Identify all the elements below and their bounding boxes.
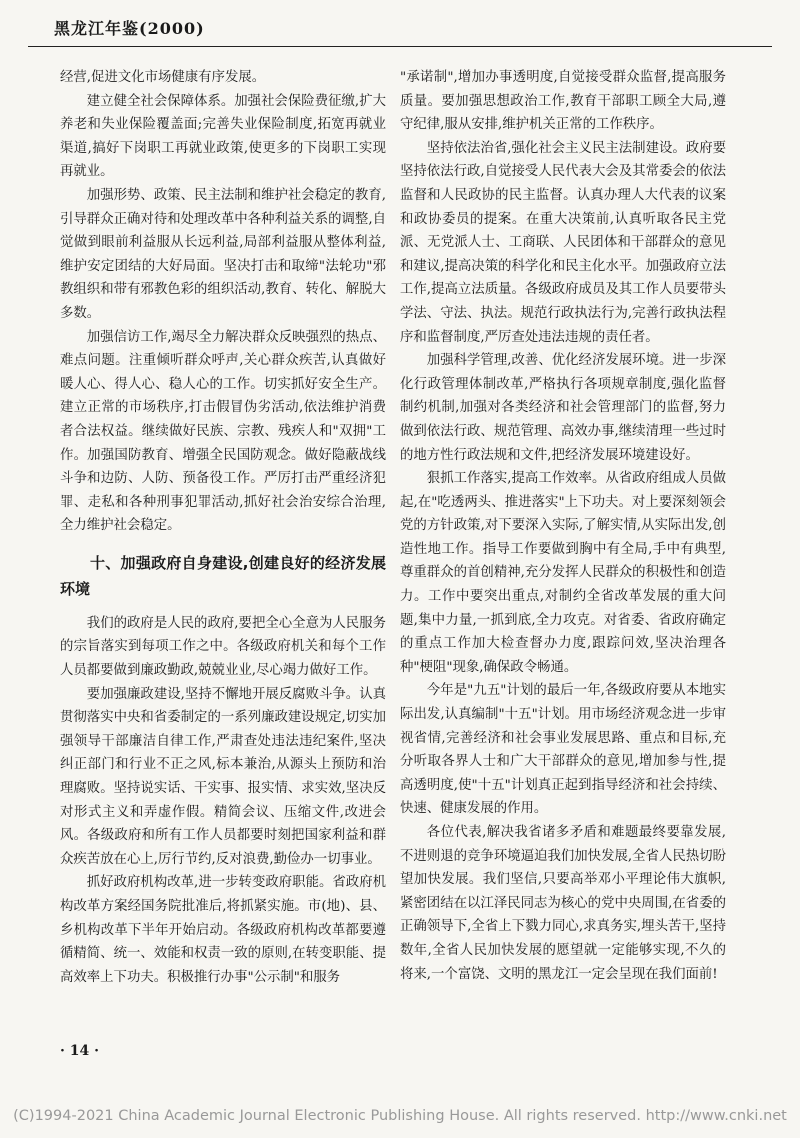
copyright-footer: (C)1994-2021 China Academic Journal Electronic Publishing House. All rights reserved. http://www.cnki.net bbox=[13, 1108, 787, 1124]
paragraph: 今年是"九五"计划的最后一年,各级政府要从本地实际出发,认真编制"十五"计划。用市场经济观念进一步审视省情,完善经济和社会事业发展思路、重点和目标,充分听取各界人士和广大干部群众的意见,增加参与性,提高透明度,使"十五"计划真正起到指导经济和社会持续、快速、健康发展的作用。 bbox=[400, 683, 726, 817]
page-number: · 14 · bbox=[60, 1043, 99, 1059]
page-header bbox=[28, 6, 772, 47]
paragraph: 加强科学管理,改善、优化经济发展环境。进一步深化行政管理体制改革,严格执行各项规章制度,强化监督制约机制,加强对各类经济和社会管理部门的监督,努力做到依法行政、规范管理、高效办事,继续清理一些过时的地方性行政法规和文件,把经济发展环境建设好。 bbox=[400, 353, 726, 463]
paragraph: 我们的政府是人民的政府,要把全心全意为人民服务的宗旨落实到每项工作之中。各级政府机关和每个工作人员都要做到廉政勤政,兢兢业业,尽心竭力做好工作。 bbox=[60, 615, 386, 679]
paragraph: "承诺制",增加办事透明度,自觉接受群众监督,提高服务质量。要加强思想政治工作,教育干部职工顾全大局,遵守纪律,服从安排,维护机关正常的工作秩序。 bbox=[400, 70, 726, 133]
paragraph: 经营,促进文化市场健康有序发展。 bbox=[60, 70, 266, 85]
paragraph: 抓好政府机构改革,进一步转变政府职能。省政府机构改革方案经国务院批准后,将抓紧实施。市(地)、县、乡机构改革下半年开始启动。各级政府机构改革都要遵循精简、统一、效能和权责一致的原则,在转变职能、提高效率上下功夫。积极推行办事"公示制"和服务 bbox=[60, 875, 386, 985]
yearbook-title: 黑龙江年鉴(2000) bbox=[54, 19, 205, 38]
paragraph: 加强信访工作,竭尽全力解决群众反映强烈的热点、难点问题。注重倾听群众呼声,关心群众疾苦,认真做好暖人心、得人心、稳人心的工作。切实抓好安全生产。建立正常的市场秩序,打击假冒伪劣活动,依法维护消费者合法权益。继续做好民族、宗教、残疾人和"双拥"工作。加强国防教育、增强全民国防观念。做好隐蔽战线斗争和边防、人防、预备役工作。严厉打击严重经济犯罪、走私和各种刑事犯罪活动,抓好社会治安综合治理,全力维护社会稳定。 bbox=[60, 329, 386, 534]
paragraph: 要加强廉政建设,坚持不懈地开展反腐败斗争。认真贯彻落实中央和省委制定的一系列廉政建设规定,切实加强领导干部廉洁自律工作,严肃查处违法违纪案件,坚决纠正部门和行业不正之风,标本兼治,从源头上预防和治理腐败。坚持说实话、干实事、报实情、求实效,坚决反对形式主义和弄虚作假。精简会议、压缩文件,改进会风。各级政府和所有工作人员都要时刻把国家利益和群众疾苦放在心上,厉行节约,反对浪费,勤俭办一切事业。 bbox=[60, 686, 386, 867]
right-column bbox=[400, 66, 726, 986]
paragraph: 狠抓工作落实,提高工作效率。从省政府组成人员做起,在"吃透两头、推进落实"上下功夫。对上要深刻领会党的方针政策,对下要深入实际,了解实情,从实际出发,创造性地工作。指导工作要做到胸中有全局,手中有典型,尊重群众的首创精神,充分发挥人民群众的积极性和创造力。工作中要突出重点,对制约全省改革发展的重大问题,集中力量,一抓到底,全力攻克。对省委、省政府确定的重点工作加大检查督办力度,跟踪问效,坚决治理各种"梗阻"现象,确保政令畅通。 bbox=[400, 471, 726, 675]
paragraph: 各位代表,解决我省诸多矛盾和难题最终要靠发展,不进则退的竞争环境逼迫我们加快发展,全省人民热切盼望加快发展。我们坚信,只要高举邓小平理论伟大旗帜,紧密团结在以江泽民同志为核心的党中央周围,在省委的正确领导下,全省上下戮力同心,求真务实,埋头苦干,坚持数年,全省人民加快发展的愿望就一定能够实现,不久的将来,一个富饶、文明的黑龙江一定会呈现在我们面前! bbox=[400, 825, 726, 982]
paragraph: 建立健全社会保障体系。加强社会保险费征缴,扩大养老和失业保险覆盖面;完善失业保险制度,拓宽再就业渠道,搞好下岗职工再就业政策,使更多的下岗职工实现再就业。 bbox=[60, 93, 386, 180]
section-heading: 十、加强政府自身建设,创建良好的经济发展环境 bbox=[60, 553, 386, 598]
paragraph: 加强形势、政策、民主法制和维护社会稳定的教育,引导群众正确对待和处理改革中各种利益关系的调整,自觉做到眼前利益服从长远利益,局部利益服从整体利益,维护安定团结的大好局面。坚决打击和取缔"法轮功"邪教组织和带有邪教色彩的组织活动,教育、转化、解脱大多数。 bbox=[60, 187, 386, 321]
left-column bbox=[60, 66, 386, 989]
paragraph: 坚持依法治省,强化社会主义民主法制建设。政府要坚持依法行政,自觉接受人民代表大会及其常委会的依法监督和人民政协的民主监督。认真办理人大代表的议案和政协委员的提案。在重大决策前,认真听取各民主党派、无党派人士、工商联、人民团体和干部群众的意见和建议,提高决策的科学化和民主化水平。加强政府立法工作,提高立法质量。各级政府成员及其工作人员要带头学法、守法、执法。规范行政执法行为,完善行政执法程序和监督制度,严厉查处违法违规的责任者。 bbox=[400, 140, 726, 345]
